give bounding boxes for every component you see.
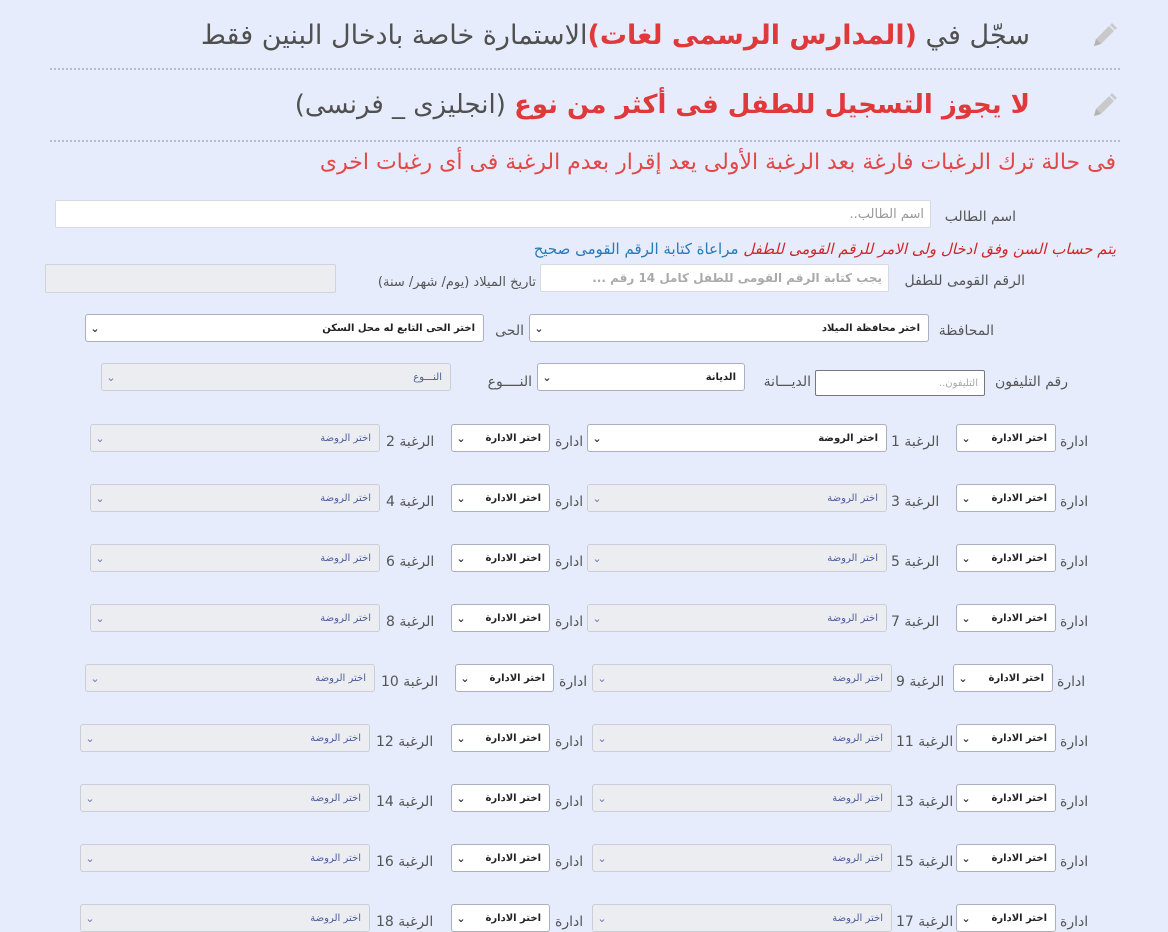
- wish-7-admin-select[interactable]: [956, 604, 1056, 632]
- admin-select-value: اختر الادارة: [991, 912, 1047, 924]
- admin-select-value: اختر الادارة: [485, 492, 541, 504]
- admin-select-value: اختر الادارة: [485, 852, 541, 864]
- chevron-down-icon: ⌄: [961, 731, 971, 745]
- kindergarten-select-value: اختر الروضة: [827, 492, 878, 504]
- kindergarten-select-value: اختر الروضة: [320, 552, 371, 564]
- chevron-down-icon: ⌄: [85, 791, 95, 805]
- national-id-label: الرقم القومى للطفل: [904, 273, 1025, 289]
- chevron-down-icon: ⌄: [456, 791, 466, 805]
- admin-label: ادارة: [1060, 734, 1089, 750]
- admin-select-value: اختر الادارة: [485, 552, 541, 564]
- kindergarten-select-value: اختر الروضة: [827, 552, 878, 564]
- governorate-select[interactable]: [529, 314, 929, 342]
- wish-18-kindergarten-select[interactable]: [80, 904, 370, 932]
- wish-12-label: الرغبة 12: [376, 734, 434, 750]
- wish-14-kindergarten-select[interactable]: [80, 784, 370, 812]
- admin-label: ادارة: [1057, 674, 1086, 690]
- wish-8-label: الرغبة 8: [386, 614, 435, 630]
- kindergarten-select-value: اختر الروضة: [818, 432, 878, 444]
- gender-label: النــــوع: [487, 374, 532, 390]
- gender-select[interactable]: [101, 363, 451, 391]
- chevron-down-icon: ⌄: [534, 321, 544, 335]
- chevron-down-icon: ⌄: [95, 611, 105, 625]
- religion-select[interactable]: [537, 363, 745, 391]
- wish-1-admin-select[interactable]: [956, 424, 1056, 452]
- district-label: الحى: [495, 323, 524, 339]
- chevron-down-icon: ⌄: [597, 671, 607, 685]
- wish-4-admin-select[interactable]: [451, 484, 550, 512]
- wish-2-kindergarten-select[interactable]: [90, 424, 380, 452]
- kindergarten-select-value: اختر الروضة: [320, 612, 371, 624]
- chevron-down-icon: ⌄: [961, 611, 971, 625]
- chevron-down-icon: ⌄: [961, 491, 971, 505]
- admin-select-value: اختر الادارة: [991, 792, 1047, 804]
- chevron-down-icon: ⌄: [597, 851, 607, 865]
- wish-9-kindergarten-select[interactable]: [592, 664, 892, 692]
- admin-label: ادارة: [559, 674, 588, 690]
- wish-8-kindergarten-select[interactable]: [90, 604, 380, 632]
- gender-value: النـــوع: [413, 371, 442, 383]
- wish-15-label: الرغبة 15: [896, 854, 954, 870]
- wish-12-admin-select[interactable]: [451, 724, 550, 752]
- wish-9-admin-select[interactable]: [953, 664, 1053, 692]
- chevron-down-icon: ⌄: [90, 671, 100, 685]
- wish-11-kindergarten-select[interactable]: [592, 724, 892, 752]
- pencil-icon: [1088, 20, 1120, 52]
- admin-label: ادارة: [555, 434, 584, 450]
- wish-6-label: الرغبة 6: [386, 554, 435, 570]
- wish-8-admin-select[interactable]: [451, 604, 550, 632]
- admin-select-value: اختر الادارة: [991, 852, 1047, 864]
- chevron-down-icon: ⌄: [456, 911, 466, 925]
- empty-wishes-note: فى حالة ترك الرغبات فارغة بعد الرغبة الأولى يعد إقرار بعدم الرغبة فى أى رغبات اخرى: [319, 150, 1116, 175]
- district-value: اختر الحى التابع له محل السكن: [322, 322, 475, 334]
- header-row-1: [50, 8, 1120, 70]
- admin-label: ادارة: [555, 854, 584, 870]
- wish-15-admin-select[interactable]: [956, 844, 1056, 872]
- admin-label: ادارة: [555, 794, 584, 810]
- admin-label: ادارة: [1060, 434, 1089, 450]
- chevron-down-icon: ⌄: [961, 791, 971, 805]
- chevron-down-icon: ⌄: [961, 551, 971, 565]
- chevron-down-icon: ⌄: [456, 491, 466, 505]
- admin-label: ادارة: [555, 614, 584, 630]
- kindergarten-select-value: اختر الروضة: [310, 912, 361, 924]
- wish-1-label: الرغبة 1: [891, 434, 940, 450]
- wish-16-kindergarten-select[interactable]: [80, 844, 370, 872]
- admin-select-value: اختر الادارة: [988, 672, 1044, 684]
- wish-14-admin-select[interactable]: [451, 784, 550, 812]
- wish-11-admin-select[interactable]: [956, 724, 1056, 752]
- admin-select-value: اختر الادارة: [485, 612, 541, 624]
- governorate-label: المحافظة: [938, 323, 994, 339]
- wish-2-label: الرغبة 2: [386, 434, 435, 450]
- admin-select-value: اختر الادارة: [991, 552, 1047, 564]
- chevron-down-icon: ⌄: [592, 431, 602, 445]
- wish-17-kindergarten-select[interactable]: [592, 904, 892, 932]
- pencil-icon: [1088, 90, 1120, 122]
- wish-6-admin-select[interactable]: [451, 544, 550, 572]
- religion-label: الديـــانة: [763, 374, 811, 390]
- chevron-down-icon: ⌄: [85, 731, 95, 745]
- chevron-down-icon: ⌄: [592, 611, 602, 625]
- header2-suffix: (انجليزى _ فرنسى): [294, 90, 515, 120]
- wish-1-kindergarten-select[interactable]: [587, 424, 887, 452]
- national-id-input[interactable]: يجب كتابة الرقم القومى للطفل كامل 14 رقم ...: [540, 264, 889, 292]
- chevron-down-icon: ⌄: [592, 491, 602, 505]
- wish-16-label: الرغبة 16: [376, 854, 434, 870]
- chevron-down-icon: ⌄: [90, 321, 100, 335]
- wish-7-kindergarten-select[interactable]: [587, 604, 887, 632]
- district-select[interactable]: [85, 314, 484, 342]
- wish-17-admin-select[interactable]: [956, 904, 1056, 932]
- chevron-down-icon: ⌄: [597, 911, 607, 925]
- admin-select-value: اختر الادارة: [485, 792, 541, 804]
- kindergarten-select-value: اختر الروضة: [315, 672, 366, 684]
- chevron-down-icon: ⌄: [85, 911, 95, 925]
- chevron-down-icon: ⌄: [460, 671, 470, 685]
- wish-5-admin-select[interactable]: [956, 544, 1056, 572]
- kindergarten-select-value: اختر الروضة: [832, 852, 883, 864]
- wish-3-kindergarten-select[interactable]: [587, 484, 887, 512]
- header2-highlight: لا يجوز التسجيل للطفل فى أكثر من نوع: [514, 90, 1030, 120]
- header-title-2: [295, 90, 1030, 120]
- admin-select-value: اختر الادارة: [489, 672, 545, 684]
- admin-select-value: اختر الادارة: [991, 732, 1047, 744]
- wish-11-label: الرغبة 11: [896, 734, 954, 750]
- kindergarten-select-value: اختر الروضة: [310, 732, 361, 744]
- admin-select-value: اختر الادارة: [485, 732, 541, 744]
- wish-5-label: الرغبة 5: [891, 554, 940, 570]
- admin-label: ادارة: [555, 494, 584, 510]
- birth-date-label: تاريخ الميلاد (يوم/ شهر/ سنة): [377, 275, 536, 290]
- birth-date-input[interactable]: [45, 264, 336, 293]
- chevron-down-icon: ⌄: [961, 851, 971, 865]
- kindergarten-select-value: اختر الروضة: [310, 792, 361, 804]
- kindergarten-select-value: اختر الروضة: [827, 612, 878, 624]
- header1-suffix: الاستمارة خاصة بادخال البنين فقط: [200, 20, 588, 51]
- phone-input[interactable]: التليفون..: [815, 370, 985, 396]
- chevron-down-icon: ⌄: [95, 491, 105, 505]
- kindergarten-select-value: اختر الروضة: [320, 492, 371, 504]
- admin-label: ادارة: [555, 554, 584, 570]
- admin-select-value: اختر الادارة: [991, 612, 1047, 624]
- wish-10-admin-select[interactable]: [455, 664, 554, 692]
- wish-4-label: الرغبة 4: [386, 494, 435, 510]
- hint-red: يتم حساب السن وفق ادخال ولى الامر للرقم القومى للطفل: [743, 240, 1116, 258]
- chevron-down-icon: ⌄: [456, 851, 466, 865]
- chevron-down-icon: ⌄: [542, 370, 552, 384]
- kindergarten-select-value: اختر الروضة: [832, 792, 883, 804]
- wish-13-kindergarten-select[interactable]: [592, 784, 892, 812]
- wish-12-kindergarten-select[interactable]: [80, 724, 370, 752]
- admin-label: ادارة: [1060, 794, 1089, 810]
- admin-label: ادارة: [1060, 914, 1089, 930]
- admin-label: ادارة: [1060, 494, 1089, 510]
- chevron-down-icon: ⌄: [95, 551, 105, 565]
- wish-3-admin-select[interactable]: [956, 484, 1056, 512]
- wish-4-kindergarten-select[interactable]: [90, 484, 380, 512]
- admin-select-value: اختر الادارة: [485, 912, 541, 924]
- admin-label: ادارة: [1060, 854, 1089, 870]
- wish-13-label: الرغبة 13: [896, 794, 954, 810]
- chevron-down-icon: ⌄: [597, 731, 607, 745]
- chevron-down-icon: ⌄: [592, 551, 602, 565]
- header1-prefix: سجّل في: [916, 20, 1030, 51]
- chevron-down-icon: ⌄: [961, 911, 971, 925]
- wish-10-label: الرغبة 10: [381, 674, 439, 690]
- chevron-down-icon: ⌄: [958, 671, 968, 685]
- wish-14-label: الرغبة 14: [376, 794, 434, 810]
- header1-highlight: (المدارس الرسمى لغات): [587, 20, 917, 51]
- phone-label: رقم التليفون: [994, 374, 1068, 390]
- student-name-label: اسم الطالب: [944, 209, 1016, 225]
- chevron-down-icon: ⌄: [597, 791, 607, 805]
- wish-6-kindergarten-select[interactable]: [90, 544, 380, 572]
- wish-3-label: الرغبة 3: [891, 494, 940, 510]
- kindergarten-select-value: اختر الروضة: [832, 732, 883, 744]
- wish-5-kindergarten-select[interactable]: [587, 544, 887, 572]
- national-id-hint: [534, 240, 1116, 258]
- student-name-input[interactable]: اسم الطالب..: [55, 200, 931, 228]
- chevron-down-icon: ⌄: [95, 431, 105, 445]
- kindergarten-select-value: اختر الروضة: [832, 672, 883, 684]
- admin-label: ادارة: [555, 734, 584, 750]
- religion-value: الديانة: [705, 371, 736, 383]
- kindergarten-select-value: اختر الروضة: [832, 912, 883, 924]
- wish-10-kindergarten-select[interactable]: [85, 664, 375, 692]
- admin-label: ادارة: [555, 914, 584, 930]
- wish-18-admin-select[interactable]: [451, 904, 550, 932]
- header-row-2: [50, 78, 1120, 142]
- admin-select-value: اختر الادارة: [991, 492, 1047, 504]
- wish-7-label: الرغبة 7: [891, 614, 940, 630]
- kindergarten-select-value: اختر الروضة: [310, 852, 361, 864]
- wish-15-kindergarten-select[interactable]: [592, 844, 892, 872]
- wish-18-label: الرغبة 18: [376, 914, 434, 930]
- chevron-down-icon: ⌄: [456, 551, 466, 565]
- chevron-down-icon: ⌄: [456, 611, 466, 625]
- kindergarten-select-value: اختر الروضة: [320, 432, 371, 444]
- chevron-down-icon: ⌄: [106, 370, 116, 384]
- chevron-down-icon: ⌄: [456, 431, 466, 445]
- wish-9-label: الرغبة 9: [896, 674, 945, 690]
- wish-13-admin-select[interactable]: [956, 784, 1056, 812]
- governorate-value: اختر محافظة الميلاد: [821, 322, 920, 334]
- wish-16-admin-select[interactable]: [451, 844, 550, 872]
- admin-select-value: اختر الادارة: [485, 432, 541, 444]
- admin-select-value: اختر الادارة: [991, 432, 1047, 444]
- header-title-1: [201, 20, 1030, 51]
- admin-label: ادارة: [1060, 554, 1089, 570]
- chevron-down-icon: ⌄: [85, 851, 95, 865]
- wish-2-admin-select[interactable]: [451, 424, 550, 452]
- chevron-down-icon: ⌄: [961, 431, 971, 445]
- chevron-down-icon: ⌄: [456, 731, 466, 745]
- wish-17-label: الرغبة 17: [896, 914, 954, 930]
- hint-blue: مراعاة كتابة الرقم القومى صحيح: [533, 240, 744, 258]
- admin-label: ادارة: [1060, 614, 1089, 630]
